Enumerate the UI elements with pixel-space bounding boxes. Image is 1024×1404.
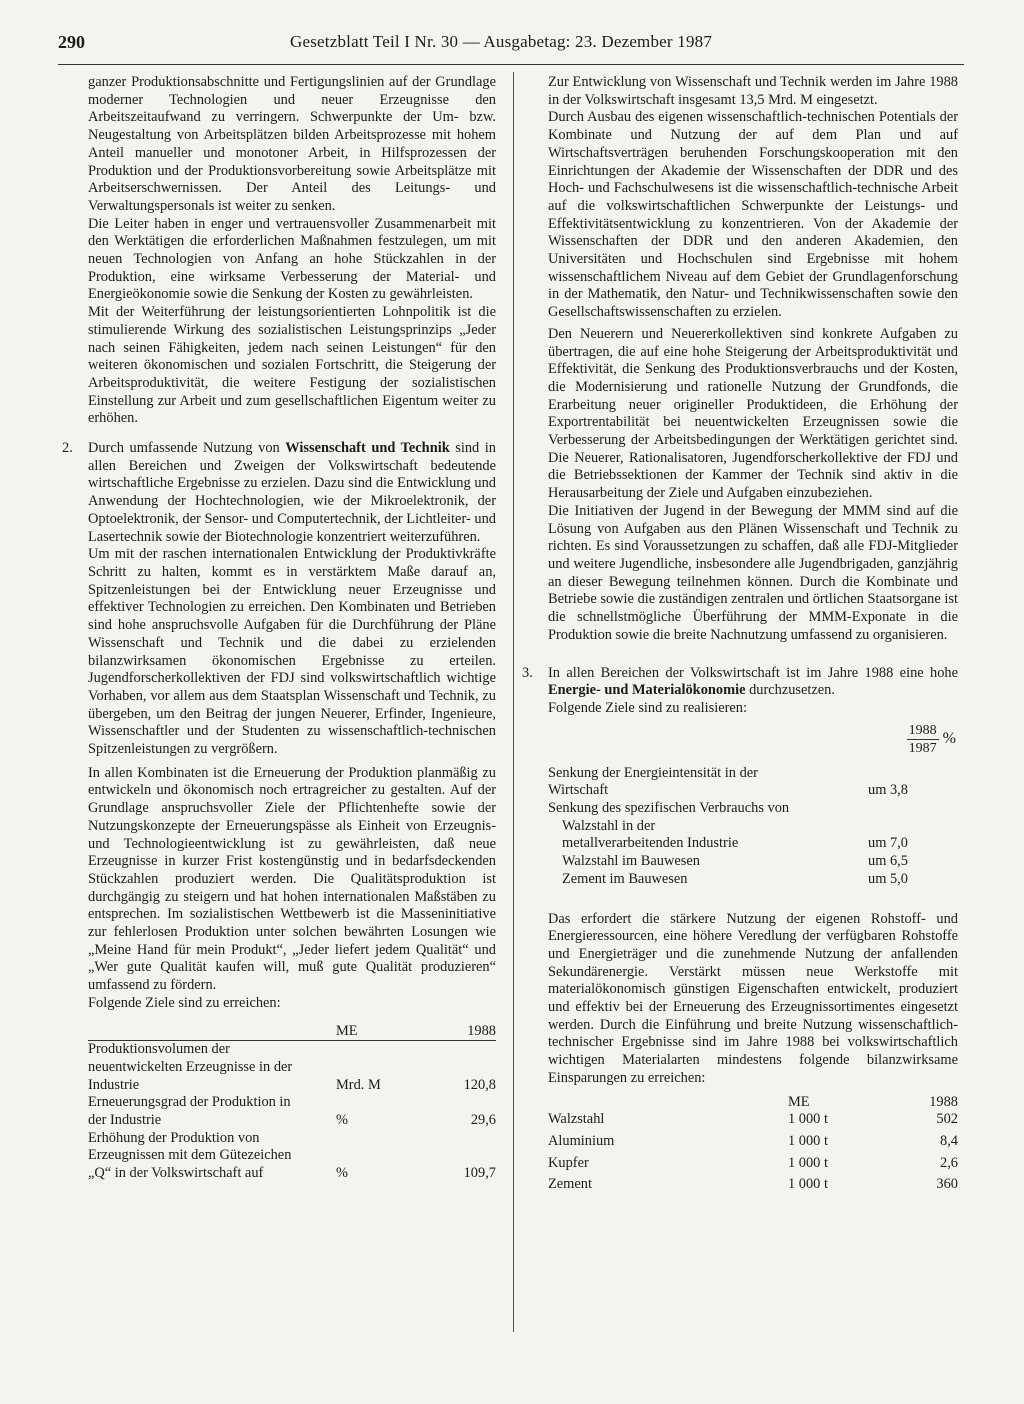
row-unit: % xyxy=(336,1112,348,1129)
paragraph: Durch Ausbau des eigenen wissenschaftlich-technischen Potentials der Kombinate und Nutzung der auf dem Plan und auf Wirtschaftsverträgen beruhenden Forschungskooperation mit den Einrichtungen der Akademie der Wissenschaften der DDR und des Hoch- und Fachschulwesens ist die wissenschaftlich-technische Arbeit auf die volkswirtschaftlichen Schwerpunkte der Leistungs- und Effektivitätsentwicklung zu konzentrieren. Von der Akademie der Wissenschaften der DDR und den anderen Akademien, den Universitäten und Hochschulen sind Ergebnisse mit hohem wissenschaftlichem Niveau auf dem Gebiet der Grundlagenforschung in der Mathematik, den Natur- und Technikwissenschaften sowie den Gesellschaftswissenschaften zu erzielen. xyxy=(548,109,958,321)
row-value: 109,7 xyxy=(463,1165,496,1182)
row-value: um 3,8 xyxy=(868,782,908,799)
page-number: 290 xyxy=(58,32,85,52)
bold-term: Wissenschaft und Technik xyxy=(285,440,450,457)
bold-term: Energie- und Materialökonomie xyxy=(548,682,746,699)
row-label: Erhöhung der Produktion von Erzeugnissen mit dem Gütezeichen „Q“ in der Volkswirtschaft auf xyxy=(88,1129,292,1182)
text-span: sind in allen Bereichen und Zweigen der Volkswirtschaft bedeutende wirtschaftliche Ergebnisse zu erzielen. Dazu sind die Entwicklung und Anwendung der Hochtechnologien, wie der Mikroelektronik, der Optoelektronik, der Sensor- und Computertechnik, der Lichtleiter- und Lasertechnik sowie der Biotechnologie konzentriert weiterzuführen. xyxy=(88,440,496,545)
table-row xyxy=(88,1130,496,1183)
row-value: um 7,0 xyxy=(868,835,908,852)
row-value: um 5,0 xyxy=(868,870,908,887)
row-value: 2,6 xyxy=(940,1154,958,1171)
row-unit: 1 000 t xyxy=(788,1176,828,1193)
paragraph: In allen Kombinaten ist die Erneuerung der Produktion planmäßig zu entwickeln und ökonomisch noch ertragreicher zu gestalten. Auf der Grundlage anspruchsvoller Ziele der Pflichtenhefte sowie der Nutzungskonzepte der Erneuerungspässe als Einheit von Erzeugnis- und Technologieentwicklung ist zu gewährleisten, daß neue Erzeugnisse in kurzer Frist kostengünstig und in bedarfsdeckenden Stückzahlen produziert werden. Die Qualitätsproduktion ist durchgängig zu steigern und hat hohen internationalen Maßstäben zu entsprechen. Im sozialistischen Wettbewerb ist die Masseninitiative zur fehlerlosen Produktion unter solchen bewährten Losungen wie „Meine Hand für mein Produkt“, „Jeder liefert jedem Qualität“ und „Wer gute Qualität kaufen will, muß gute Qualität produzieren“ umfassend zu fördern. xyxy=(88,764,496,994)
paragraph: Die Leiter haben in enger und vertrauensvoller Zusammenarbeit mit den Werktätigen die erforderlichen Maßnahmen festzulegen, um mit neuen Technologien von Anfang an hohe Stückzahlen in der Produktion, eine wirksame Verbesserung der Material- und Energieökonomie sowie die Senkung der Kosten zu gewährleisten. xyxy=(88,215,496,303)
row-label: Erneuerungsgrad der Produktion in der Industrie xyxy=(88,1094,291,1129)
row-value: um 6,5 xyxy=(868,853,908,870)
table-row xyxy=(548,800,958,818)
year-ratio xyxy=(907,722,939,757)
ratio-bottom: 1987 xyxy=(908,740,937,756)
paragraph: ganzer Produktionsabschnitte und Fertigungslinien auf der Grundlage moderner Technologien und neuer Erzeugnisse den Arbeitszeitaufwand zu verringern. Schwerpunkte der Um- bzw. Neugestaltung von Arbeitsplätzen bilden Arbeitsprozesse mit hohem Anteil manueller und monotoner Arbeit, in Hilfsprozessen der Produktion und der Produktionsvorbereitung sowie Arbeitsplätze mit Arbeitserschwernissen. Der Anteil des Leitungs- und Verwaltungspersonals ist weiter zu senken. xyxy=(88,74,496,214)
table-row xyxy=(88,1041,496,1095)
paragraph xyxy=(88,440,496,546)
col-unit: ME xyxy=(336,1023,426,1041)
paragraph: Zur Entwicklung von Wissenschaft und Technik werden im Jahre 1988 in der Volkswirtschaft insgesamt 13,5 Mrd. M eingesetzt. xyxy=(548,74,958,108)
table-row xyxy=(548,1111,958,1129)
column-divider xyxy=(513,72,514,1332)
row-value: 29,6 xyxy=(470,1112,496,1129)
text-span: In allen Bereichen der Volkswirtschaft ist im Jahre 1988 eine hohe xyxy=(548,664,958,681)
paragraph: Den Neuerern und Neuererkollektiven sind konkrete Aufgaben zu übertragen, die auf eine hohe Steigerung der Arbeitsproduktivität und Effektivität, die Senkung des Produktionsverbrauchs und der Kosten, die Modernisierung und rationelle Nutzung der Grundfonds, die Erarbeitung neuer origineller Produktideen, die Erhöhung der Exportrentabilität bei neuentwickelten Erzeugnissen sowie die Verbesserung der Arbeitsbedingungen der Werktätigen gerichtet sind. Die Neuerer, Rationalisatoren, Jugendforscherkollektive der FDJ und die Betriebssektionen der Kammer der Technik sind aktiv in die Herausarbeitung der Ziele und Aufgaben einzubeziehen. xyxy=(548,325,958,502)
row-label: Produktionsvolumen der neuentwickelten Erzeugnisse in der Industrie xyxy=(88,1041,293,1093)
table-header xyxy=(88,1023,496,1041)
row-label: Walzstahl in der metallverarbeitenden Industrie xyxy=(562,817,739,852)
row-value: 360 xyxy=(936,1176,958,1193)
row-label: Kupfer xyxy=(548,1154,589,1171)
ratio-heading xyxy=(548,722,958,757)
section-3 xyxy=(522,664,958,718)
row-unit: 1 000 t xyxy=(788,1154,828,1171)
col-unit: ME xyxy=(788,1093,810,1110)
table-row xyxy=(548,871,958,889)
paragraph xyxy=(548,665,958,700)
row-label: Senkung des spezifischen Verbrauchs von xyxy=(548,800,790,817)
table-row xyxy=(548,1129,958,1151)
percent-sign: % xyxy=(942,730,956,748)
row-value: 120,8 xyxy=(463,1076,496,1093)
section-number: 3. xyxy=(522,664,533,681)
paragraph: Die Initiativen der Jugend in der Bewegung der MMM sind auf die Lösung von Aufgaben aus den Plänen Wissenschaft und Technik zu richten. Es sind Voraussetzungen zu schaffen, daß alle FDJ-Mitglieder und weitere Jugendliche, insbesondere alle Jugendbrigaden, ganzjährig an dieser Bewegung teilnehmen können. Durch die Kombinate und Betriebe sowie die zuständigen zentralen und örtlichen Staatsorgane ist die schnellstmögliche Überführung der MMM-Exponate in die Produktion sowie die breite Nachnutzung umfassend zu organisieren. xyxy=(548,502,958,643)
paragraph: Mit der Weiterführung der leistungsorientierten Lohnpolitik ist die stimulierende Wirkung des sozialistischen Leistungsprinzips „Jeder nach seinen Fähigkeiten, jedem nach seinen Leistungen“ für den weiteren ökonomischen und sozialen Fortschritt, die Steigerung der Arbeitsproduktivität, die weitere Festigung der sozialistischen Einstellung zur Arbeit und zum gesellschaftlichen Eigentum weiter zu erhöhen. xyxy=(88,304,496,427)
right-column xyxy=(522,74,958,1194)
section-2 xyxy=(62,440,496,546)
row-label: Zement xyxy=(548,1176,592,1193)
section-number: 2. xyxy=(62,440,73,457)
left-column xyxy=(62,74,496,1183)
row-label: Aluminium xyxy=(548,1132,615,1149)
table-row xyxy=(548,1172,958,1194)
targets-table xyxy=(88,1023,496,1183)
row-unit: 1 000 t xyxy=(788,1132,828,1149)
row-label: Walzstahl im Bauwesen xyxy=(562,853,700,870)
row-value: 502 xyxy=(936,1111,958,1128)
paragraph: Um mit der raschen internationalen Entwicklung der Produktivkräfte Schritt zu halten, kommt es in verstärktem Maße darauf an, Spitzenleistungen bei der Entwicklung neuer Erzeugnisse und effektiver Technologien zu erreichen. Den Kombinaten und Betrieben sind hohe anspruchsvolle Aufgaben für die Durchführung der Pläne Wissenschaft und Technik und die dabei zu erzielenden bilanzwirksamen ökonomischen Ergebnisse zu erteilen. Jugendforscherkollektiven der FDJ sind volkswirtschaftlich wichtige Vorhaben, vor allem aus dem Staatsplan Wissenschaft und Technik, zu übergeben, um den Beitrag der jungen Neuerer, Erfinder, Ingenieure, Wissenschaftler und der Studenten zu wissenschaftlich-technischen Spitzenleistungen zu vergrößern. xyxy=(88,546,496,758)
row-unit: Mrd. M xyxy=(336,1076,381,1093)
table-row xyxy=(548,1151,958,1173)
table-row xyxy=(548,818,958,853)
col-year: 1988 xyxy=(929,1093,958,1110)
text-span: Durch umfassende Nutzung von xyxy=(88,440,286,457)
row-label: Walzstahl xyxy=(548,1111,605,1128)
row-label: Zement im Bauwesen xyxy=(562,870,688,887)
paragraph: Das erfordert die stärkere Nutzung der eigenen Rohstoff- und Energieressourcen, eine höhere Veredlung der verfügbaren Rohstoffe und Energieträger und die zunehmende Nutzung der anfallenden Sekundärenergie. Verstärkt müssen neue Werkstoffe mit materialökonomisch günstigen Eigenschaften entwickelt, produziert und effektiv bei der Erneuerung des Erzeugnissortimentes eingesetzt werden. Durch die Einführung und breite Nutzung wissenschaftlich-technischer Ergebnisse sind im Jahre 1988 bei volkswirtschaftlich wichtigen Materialarten mindestens folgende bilanzwirksame Einsparungen zu erreichen: xyxy=(548,910,958,1086)
page-header xyxy=(58,32,958,60)
header-rule xyxy=(58,64,964,65)
row-value xyxy=(858,800,958,818)
energy-table xyxy=(548,765,958,889)
ratio-top: 1988 xyxy=(908,722,937,738)
running-title: Gesetzblatt Teil I Nr. 30 — Ausgabetag: 23. Dezember 1987 xyxy=(290,32,713,51)
text-span: durchzusetzen. xyxy=(745,682,835,699)
col-year: 1988 xyxy=(426,1023,496,1041)
row-unit: % xyxy=(336,1165,348,1182)
table-intro: Folgende Ziele sind zu erreichen: xyxy=(88,994,281,1011)
table-header xyxy=(548,1094,958,1112)
savings-table xyxy=(548,1094,958,1195)
table-intro: Folgende Ziele sind zu realisieren: xyxy=(548,699,748,716)
row-value: 8,4 xyxy=(940,1132,958,1149)
table-row xyxy=(548,853,958,871)
table-row xyxy=(88,1094,496,1129)
table-row xyxy=(548,765,958,800)
row-unit: 1 000 t xyxy=(788,1111,828,1128)
row-label: Senkung der Energieintensität in der Wirtschaft xyxy=(548,764,758,799)
